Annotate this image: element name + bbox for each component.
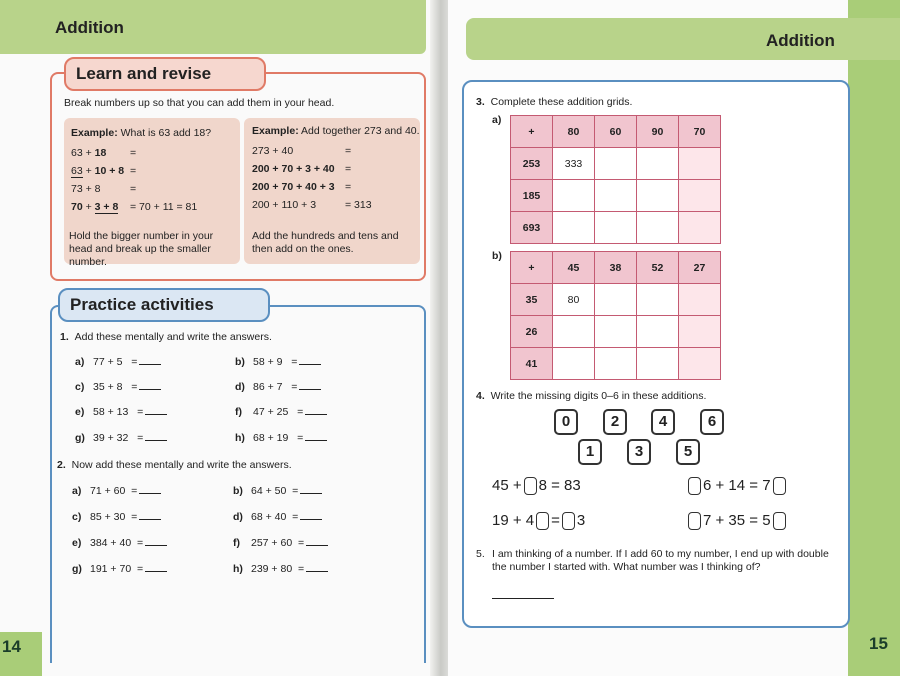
missing-digit-eq-2: 6 + 14 = 7 — [686, 477, 788, 495]
grid-a-col: 70 — [679, 116, 721, 148]
q2-item-b[interactable]: b) 64 + 50 = — [233, 485, 322, 497]
q1-item-b[interactable]: b) 58 + 9 = — [235, 356, 321, 368]
q5-number: 5. — [476, 548, 485, 560]
right-side-band — [848, 0, 900, 676]
q2-item-f[interactable]: f) 257 + 60 = — [233, 537, 328, 549]
grid-a-row — [511, 212, 721, 244]
answer-blank[interactable] — [300, 519, 322, 520]
q1-item-a[interactable]: a) 77 + 5 = — [75, 356, 161, 368]
q1-item-g[interactable]: g) 39 + 32 = — [75, 432, 167, 444]
q1-item-d[interactable]: d) 86 + 7 = — [235, 381, 321, 393]
q3-heading: 3. Complete these addition grids. — [476, 96, 633, 108]
q1-item-e[interactable]: e) 58 + 13 = — [75, 406, 167, 418]
grid-a-header-row — [511, 116, 721, 148]
grid-b-cell[interactable] — [637, 284, 679, 316]
grid-b-corner: + — [511, 252, 553, 284]
example1-question: What is 63 add 18? — [120, 127, 212, 139]
answer-blank[interactable] — [305, 414, 327, 415]
left-page — [0, 0, 436, 676]
ex1-line-1: 63 + 18 — [71, 147, 107, 159]
grid-b-cell[interactable] — [553, 348, 595, 380]
digit-card[interactable]: 5 — [676, 439, 700, 465]
missing-digit-eq-1: 45 + 8 = 83 — [492, 477, 581, 494]
grid-b-cell[interactable] — [679, 348, 721, 380]
q5-answer-line[interactable] — [492, 598, 554, 599]
answer-blank[interactable] — [139, 389, 161, 390]
missing-digit-box[interactable] — [773, 512, 786, 530]
left-page-number: 14 — [2, 637, 21, 656]
grid-b-cell[interactable]: 80 — [553, 284, 595, 316]
example1-header — [71, 127, 211, 139]
grid-a-row-header: 253 — [511, 148, 553, 180]
q2-item-h[interactable]: h) 239 + 80 = — [233, 563, 328, 575]
q2-item-c[interactable]: c) 85 + 30 = — [72, 511, 161, 523]
digit-card[interactable]: 3 — [627, 439, 651, 465]
grid-a-row-header: 185 — [511, 180, 553, 212]
grid-b-cell[interactable] — [595, 284, 637, 316]
answer-blank[interactable] — [306, 545, 328, 546]
missing-digit-box[interactable] — [536, 512, 549, 530]
digit-card[interactable]: 0 — [554, 409, 578, 435]
grid-a-cell[interactable]: 333 — [553, 148, 595, 180]
missing-digit-box[interactable] — [688, 512, 701, 530]
grid-a-cell[interactable] — [637, 180, 679, 212]
grid-b-col: 38 — [595, 252, 637, 284]
q4-heading: 4. Write the missing digits 0–6 in these additions. — [476, 390, 707, 402]
right-header-title: Addition — [766, 31, 835, 50]
grid-b — [510, 251, 721, 380]
ex1-line-1-eq: = — [130, 147, 137, 159]
grid-a-cell[interactable] — [679, 180, 721, 212]
digit-card[interactable]: 4 — [651, 409, 675, 435]
q1-item-f[interactable]: f) 47 + 25 = — [235, 406, 327, 418]
missing-digit-box[interactable] — [524, 477, 537, 495]
ex2-line-2-eq: = — [345, 163, 352, 175]
missing-digit-box[interactable] — [562, 512, 575, 530]
grid-b-cell[interactable] — [679, 316, 721, 348]
example2-question: Add together 273 and 40. — [301, 125, 420, 137]
answer-blank[interactable] — [139, 519, 161, 520]
answer-blank[interactable] — [306, 571, 328, 572]
answer-blank[interactable] — [145, 571, 167, 572]
grid-a-cell[interactable] — [679, 148, 721, 180]
missing-digit-box[interactable] — [688, 477, 701, 495]
grid-a-cell[interactable] — [679, 212, 721, 244]
grid-a-cell[interactable] — [637, 148, 679, 180]
ex1-line-4-eq: = 70 + 11 = 81 — [130, 201, 198, 213]
ex2-line-1-eq: = — [345, 145, 352, 157]
answer-blank[interactable] — [145, 440, 167, 441]
grid-b-row-header: 41 — [511, 348, 553, 380]
grid-a-label: a) — [492, 114, 502, 126]
missing-digit-box[interactable] — [773, 477, 786, 495]
example2-header — [252, 125, 420, 137]
grid-b-cell[interactable] — [637, 316, 679, 348]
q1-item-h[interactable]: h) 68 + 19 = — [235, 432, 327, 444]
grid-b-cell[interactable] — [595, 316, 637, 348]
digit-card[interactable]: 2 — [603, 409, 627, 435]
ex2-line-4-eq: = 313 — [345, 199, 372, 211]
q5-text: I am thinking of a number. If I add 60 to my number, I end up with double the number I started with. What number was I thinking of? — [492, 548, 829, 573]
ex1-line-3: 73 + 8 — [71, 183, 101, 195]
practice-title: Practice activities — [58, 288, 270, 322]
q2-item-a[interactable]: a) 71 + 60 = — [72, 485, 161, 497]
grid-b-header-row — [511, 252, 721, 284]
grid-a-cell[interactable] — [553, 180, 595, 212]
grid-b-col: 45 — [553, 252, 595, 284]
grid-a-col: 80 — [553, 116, 595, 148]
grid-a-col: 90 — [637, 116, 679, 148]
learn-intro: Break numbers up so that you can add them in your head. — [64, 97, 335, 109]
q1-item-c[interactable]: c) 35 + 8 = — [75, 381, 161, 393]
grid-a-cell[interactable] — [595, 180, 637, 212]
ex2-line-3-eq: = — [345, 181, 352, 193]
ex1-line-3-eq: = — [130, 183, 137, 195]
grid-b-cell[interactable] — [637, 348, 679, 380]
missing-digit-eq-4: 7 + 35 = 5 — [686, 512, 788, 530]
q1-heading: 1. Add these mentally and write the answers. — [60, 331, 272, 343]
ex2-line-2: 200 + 70 + 3 + 40 — [252, 163, 335, 175]
example1-label: Example: — [71, 127, 118, 139]
grid-b-col: 52 — [637, 252, 679, 284]
grid-b-cell[interactable] — [679, 284, 721, 316]
left-header-title: Addition — [55, 18, 124, 37]
digit-card[interactable]: 6 — [700, 409, 724, 435]
grid-a-row — [511, 148, 721, 180]
ex2-line-4: 200 + 110 + 3 — [252, 199, 317, 211]
grid-a-row-header: 693 — [511, 212, 553, 244]
answer-blank[interactable] — [300, 493, 322, 494]
q2-heading: 2. Now add these mentally and write the answers. — [57, 459, 292, 471]
example2-tip: Add the hundreds and tens and then add on the ones. — [252, 230, 399, 255]
q2-item-g[interactable]: g) 191 + 70 = — [72, 563, 167, 575]
grid-a-cell[interactable] — [637, 212, 679, 244]
grid-a-cell[interactable] — [595, 212, 637, 244]
grid-b-row — [511, 284, 721, 316]
answer-blank[interactable] — [139, 493, 161, 494]
grid-b-row — [511, 348, 721, 380]
ex1-line-2-eq: = — [130, 165, 137, 177]
right-page — [448, 0, 900, 676]
ex2-line-3: 200 + 70 + 40 + 3 — [252, 181, 335, 193]
grid-a-cell[interactable] — [595, 148, 637, 180]
grid-a — [510, 115, 721, 244]
answer-blank[interactable] — [299, 364, 321, 365]
grid-a-cell[interactable] — [553, 212, 595, 244]
grid-b-col: 27 — [679, 252, 721, 284]
grid-a-corner: + — [511, 116, 553, 148]
ex1-line-4: 70 + 3 + 8 — [71, 201, 119, 213]
example2-label: Example: — [252, 125, 299, 137]
q2-item-e[interactable]: e) 384 + 40 = — [72, 537, 167, 549]
answer-blank[interactable] — [299, 389, 321, 390]
ex2-line-1: 273 + 40 — [252, 145, 294, 157]
q2-item-d[interactable]: d) 68 + 40 = — [233, 511, 322, 523]
answer-blank[interactable] — [139, 364, 161, 365]
grid-a-col: 60 — [595, 116, 637, 148]
example1-tip: Hold the bigger number in your head and break up the smaller number. — [69, 230, 214, 268]
answer-blank[interactable] — [305, 440, 327, 441]
learn-title: Learn and revise — [64, 57, 266, 91]
digit-card[interactable]: 1 — [578, 439, 602, 465]
grid-b-cell[interactable] — [595, 348, 637, 380]
right-page-number: 15 — [869, 634, 888, 653]
grid-b-row-header: 35 — [511, 284, 553, 316]
answer-blank[interactable] — [145, 414, 167, 415]
grid-b-row — [511, 316, 721, 348]
missing-digit-eq-3: 19 + 4 = 3 — [492, 512, 586, 529]
grid-b-cell[interactable] — [553, 316, 595, 348]
grid-a-row — [511, 180, 721, 212]
ex1-line-2: 63 + 10 + 8 — [71, 165, 125, 177]
grid-b-label: b) — [492, 250, 502, 262]
answer-blank[interactable] — [145, 545, 167, 546]
grid-b-row-header: 26 — [511, 316, 553, 348]
